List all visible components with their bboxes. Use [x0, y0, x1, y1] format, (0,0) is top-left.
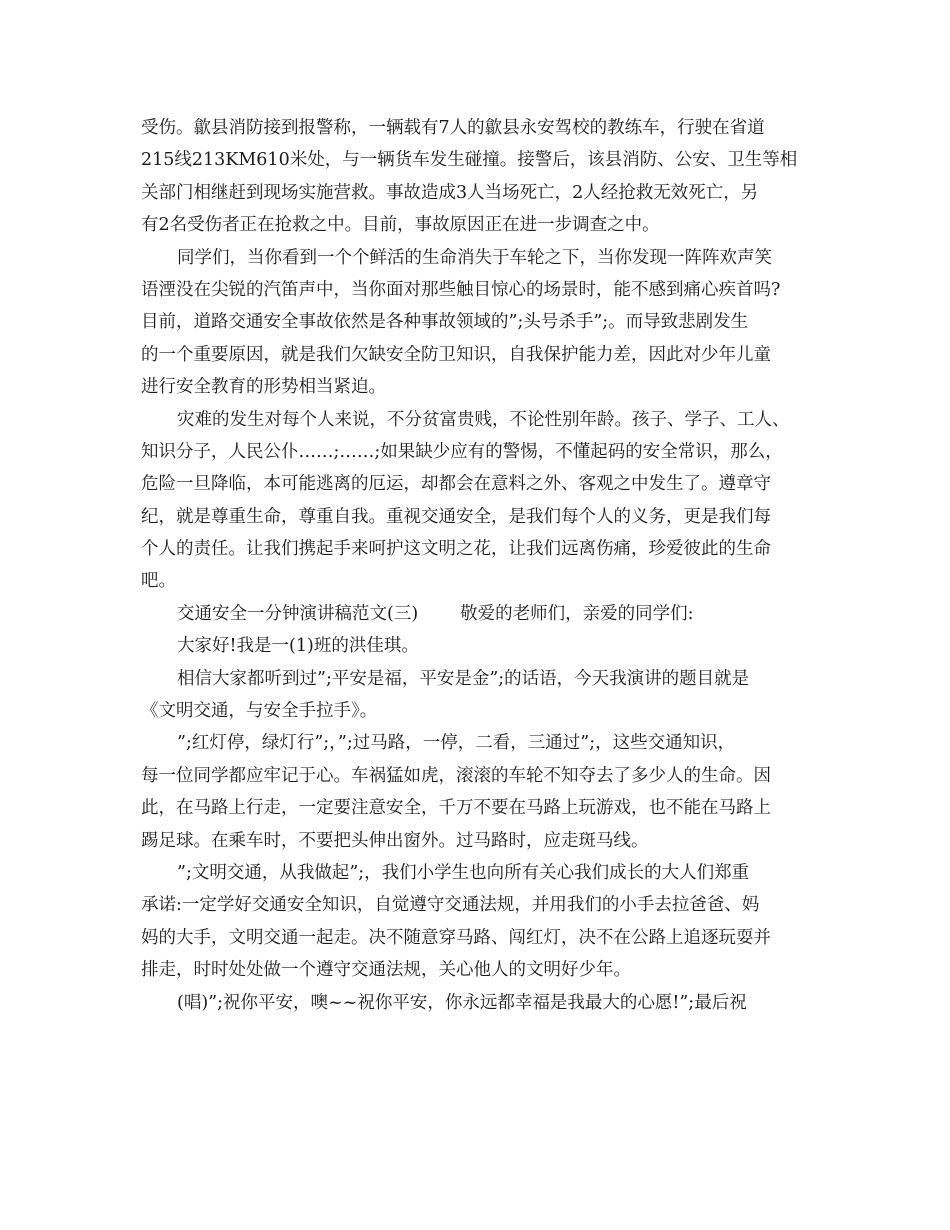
text-line: ”;文明交通，从我做起”;，我们小学生也向所有关心我们成长的大人们郑重: [177, 862, 750, 883]
text-line: 危险一旦降临，本可能逃离的厄运，却都会在意料之外、客观之中发生了。遵章守: [141, 474, 771, 495]
text-line: 此，在马路上行走，一定要注意安全，千万不要在马路上玩游戏，也不能在马路上: [141, 798, 771, 819]
text-line: 进行安全教育的形势相当紧迫。: [141, 377, 386, 398]
text-line: 相信大家都听到过”;平安是福，平安是金”;的话语，今天我演讲的题目就是: [177, 668, 750, 689]
text-line: 每一位同学都应牢记于心。车祸猛如虎，滚滚的车轮不知夺去了多少人的生命。因: [141, 765, 771, 786]
text-line: (唱)”;祝你平安，噢~~祝你平安，你永远都幸福是我最大的心愿!”;最后祝: [177, 992, 747, 1013]
text-line: 承诺:一定学好交通安全知识，自觉遵守交通法规，并用我们的小手去拉爸爸、妈: [141, 895, 760, 916]
text-line: 知识分子，人民公仆……;……;如果缺少应有的警惕，不懂起码的安全常识，那么，: [141, 441, 783, 462]
section-heading-line: [141, 598, 819, 630]
greeting: 敬爱的老师们，亲爱的同学们:: [460, 603, 694, 624]
text-line: 吧。: [141, 571, 176, 592]
text-line: 个人的责任。让我们携起手来呵护这文明之花，让我们远离伤痛，珍爱彼此的生命: [141, 539, 771, 560]
text-line: 大家好!我是一(1)班的洪佳琪。: [177, 636, 419, 657]
text-line: 有2名受伤者正在抢救之中。目前，事故原因正在进一步调查之中。: [141, 215, 660, 236]
text-line: 的一个重要原因，就是我们欠缺安全防卫知识，自我保护能力差，因此对少年儿童: [141, 344, 771, 365]
document-body: [141, 112, 819, 1019]
text-line: 踢足球。在乘车时，不要把头伸出窗外。过马路时，应走斑马线。: [141, 830, 649, 851]
text-line: 同学们，当你看到一个个鲜活的生命消失于车轮之下，当你发现一阵阵欢声笑: [177, 247, 772, 268]
text-line: 目前，道路交通安全事故依然是各种事故领域的”;头号杀手”;。而导致悲剧发生: [141, 312, 749, 333]
text-line: 215线213KM610米处，与一辆货车发生碰撞。接警后，该县消防、公安、卫生等相: [141, 150, 798, 171]
section-title: 交通安全一分钟演讲稿范文(三): [177, 603, 419, 624]
text-line: 纪，就是尊重生命，尊重自我。重视交通安全，是我们每个人的义务，更是我们每: [141, 506, 771, 527]
text-line: 排走，时时处处做一个遵守交通法规，关心他人的文明好少年。: [141, 960, 631, 981]
text-line: 受伤。歙县消防接到报警称，一辆载有7人的歙县永安驾校的教练车，行驶在省道: [141, 118, 765, 138]
text-line: 妈的大手，文明交通一起走。决不随意穿马路、闯红灯，决不在公路上追逐玩耍并: [141, 927, 771, 948]
text-line: 关部门相继赶到现场实施营救。事故造成3人当场死亡，2人经抢救无效死亡，另: [141, 182, 759, 203]
text-line: 语湮没在尖锐的汽笛声中，当你面对那些触目惊心的场景时，能不感到痛心疾首吗?: [141, 279, 781, 300]
text-line: 《文明交通，与安全手拉手》。: [141, 701, 378, 722]
text-line: ”;红灯停，绿灯行”;，”;过马路，一停，二看，三通过”;，这些交通知识，: [177, 733, 736, 754]
text-line: 灾难的发生对每个人来说，不分贫富贵贱，不论性别年龄。孩子、学子、工人、: [177, 409, 790, 430]
